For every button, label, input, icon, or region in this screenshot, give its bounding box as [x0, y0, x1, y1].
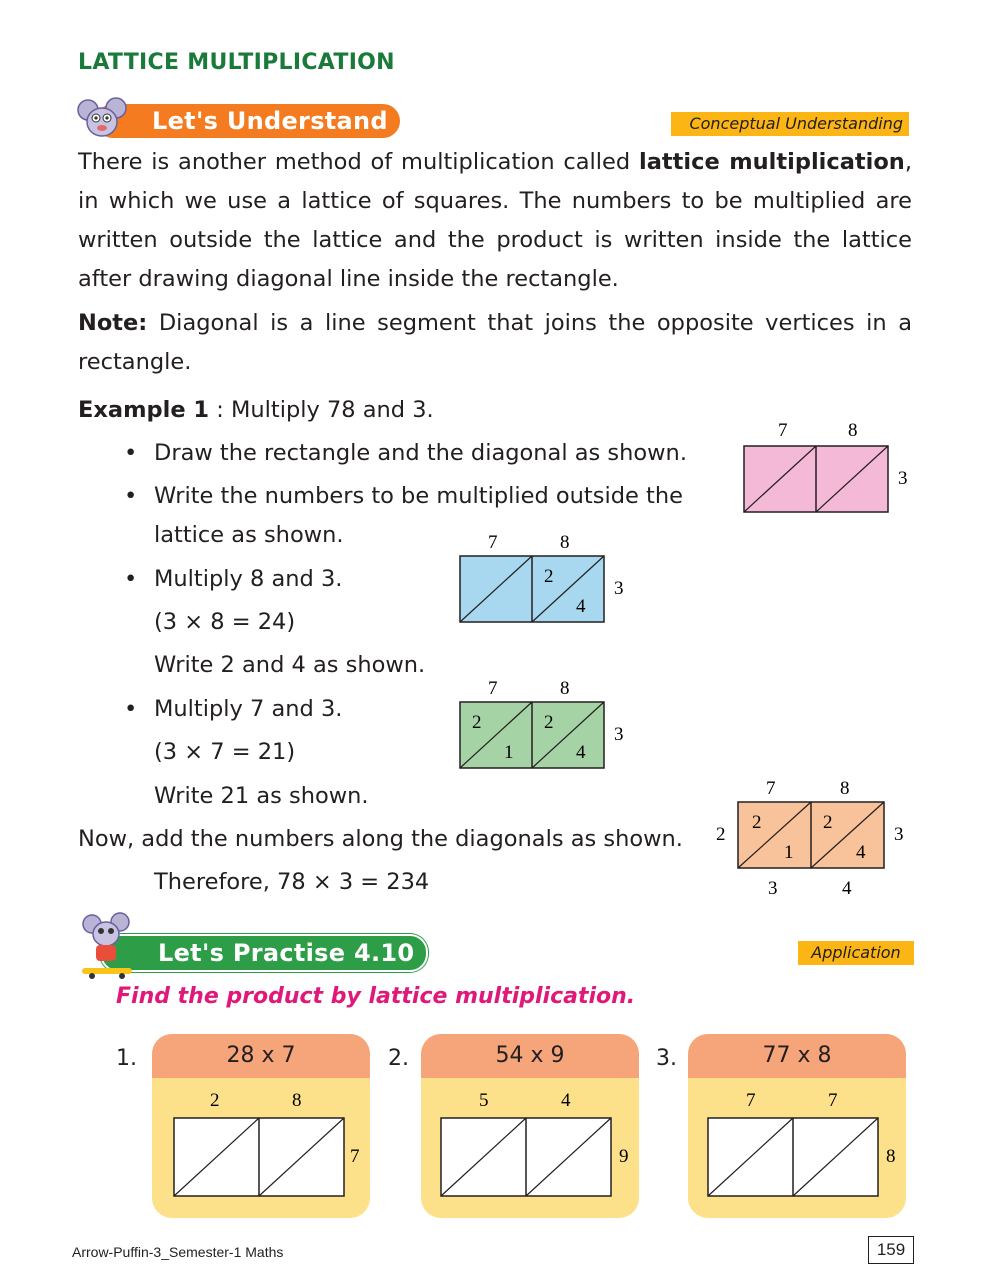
step-3: • Multiply 8 and 3. [154, 564, 342, 594]
question-3-card [688, 1034, 906, 1218]
question-2-side: 9 [619, 1146, 629, 1167]
question-2-lattice [421, 1078, 639, 1218]
question-3-digit-a: 7 [746, 1090, 756, 1111]
lattice-orange-left-sum: 2 [716, 824, 726, 845]
question-2-card [421, 1034, 639, 1218]
question-1-title: 28 x 7 [152, 1034, 370, 1078]
practise-banner-text: Let's Practise 4.10 [158, 939, 415, 967]
lattice-green-side: 3 [614, 724, 624, 745]
lattice-orange-right-tens: 2 [823, 812, 833, 833]
lattice-blue-side: 3 [614, 578, 624, 599]
lattice-orange-bottom-b: 4 [842, 878, 852, 899]
lattice-green-right-tens: 2 [544, 712, 554, 733]
note-text: Diagonal is a line segment that joins the opposite vertices in a rectangle. [78, 310, 912, 375]
intro-paragraph [78, 143, 912, 299]
mouse-mascot-icon [76, 96, 128, 140]
footer-book-title: Arrow-Puffin-3_Semester-1 Maths [72, 1244, 284, 1260]
example-line [78, 395, 434, 425]
understand-banner [96, 104, 400, 138]
lattice-pink-side: 3 [898, 468, 908, 489]
page-number: 159 [868, 1236, 914, 1264]
question-2-title: 54 x 9 [421, 1034, 639, 1078]
lattice-pink [730, 412, 920, 522]
lattice-blue-ones: 4 [576, 596, 586, 617]
lattice-orange-left-tens: 2 [752, 812, 762, 833]
question-3-title: 77 x 8 [688, 1034, 906, 1078]
practise-banner [100, 934, 428, 972]
lattice-blue-tens: 2 [544, 566, 554, 587]
page-heading: LATTICE MULTIPLICATION [78, 50, 395, 75]
note-paragraph [78, 304, 912, 382]
question-1-digit-a: 2 [210, 1090, 220, 1111]
question-3-digit-b: 7 [828, 1090, 838, 1111]
intro-text-b: , in which we use a lattice of squares. The numbers to be multiplied are written outside the lattice and the product is written inside the lattice after drawing diagonal line inside the rectangle. [78, 149, 912, 292]
lattice-blue-top-b: 8 [560, 532, 570, 553]
step-1: • Draw the rectangle and the diagonal as shown. [154, 438, 687, 468]
step-2: • Write the numbers to be multiplied outside the [154, 481, 683, 511]
add-diagonals-text: Now, add the numbers along the diagonals as shown. [78, 826, 683, 852]
lattice-green-top-a: 7 [488, 678, 498, 699]
intro-text-a: There is another method of multiplication called [78, 149, 639, 175]
step-4-calc: (3 × 7 = 21) [154, 739, 296, 765]
example-text: : Multiply 78 and 3. [209, 397, 434, 423]
step-3-write: Write 2 and 4 as shown. [154, 652, 426, 678]
conceptual-understanding-tag: Conceptual Understanding [671, 112, 909, 136]
question-2-digit-b: 4 [561, 1090, 571, 1111]
lattice-orange-right-ones: 4 [856, 842, 866, 863]
step-3-calc: (3 × 8 = 24) [154, 609, 296, 635]
question-2-number: 2. [388, 1046, 409, 1071]
lattice-orange-top-a: 7 [766, 778, 776, 799]
lattice-pink-top-a: 7 [778, 420, 788, 441]
lattice-orange [710, 772, 920, 902]
lattice-orange-side: 3 [894, 824, 904, 845]
lattice-orange-top-b: 8 [840, 778, 850, 799]
example-label: Example 1 [78, 397, 210, 423]
lattice-blue [450, 526, 640, 630]
lattice-green-left-tens: 2 [472, 712, 482, 733]
application-tag: Application [798, 941, 914, 965]
note-label: Note: [78, 310, 148, 336]
question-1-digit-b: 8 [292, 1090, 302, 1111]
step-4-write: Write 21 as shown. [154, 783, 369, 809]
question-3-number: 3. [656, 1046, 677, 1071]
lattice-orange-bottom-a: 3 [768, 878, 778, 899]
practise-instruction: Find the product by lattice multiplication. [116, 984, 636, 1009]
lattice-green [450, 672, 640, 776]
lattice-green-left-ones: 1 [504, 742, 514, 763]
lattice-blue-top-a: 7 [488, 532, 498, 553]
therefore-text: Therefore, 78 × 3 = 234 [154, 869, 430, 895]
question-3-lattice [688, 1078, 906, 1218]
question-1-side: 7 [350, 1146, 360, 1167]
question-1-card [152, 1034, 370, 1218]
question-3-side: 8 [886, 1146, 896, 1167]
mouse-skateboard-icon [78, 912, 138, 980]
step-2-cont: lattice as shown. [154, 522, 344, 548]
lattice-pink-top-b: 8 [848, 420, 858, 441]
understand-banner-text: Let's Understand [152, 107, 388, 135]
lattice-green-right-ones: 4 [576, 742, 586, 763]
intro-bold: lattice multiplication [638, 149, 905, 175]
lattice-green-top-b: 8 [560, 678, 570, 699]
question-1-number: 1. [116, 1046, 137, 1071]
step-4: • Multiply 7 and 3. [154, 694, 342, 724]
question-2-digit-a: 5 [479, 1090, 489, 1111]
lattice-orange-left-ones: 1 [784, 842, 794, 863]
question-1-lattice [152, 1078, 370, 1218]
